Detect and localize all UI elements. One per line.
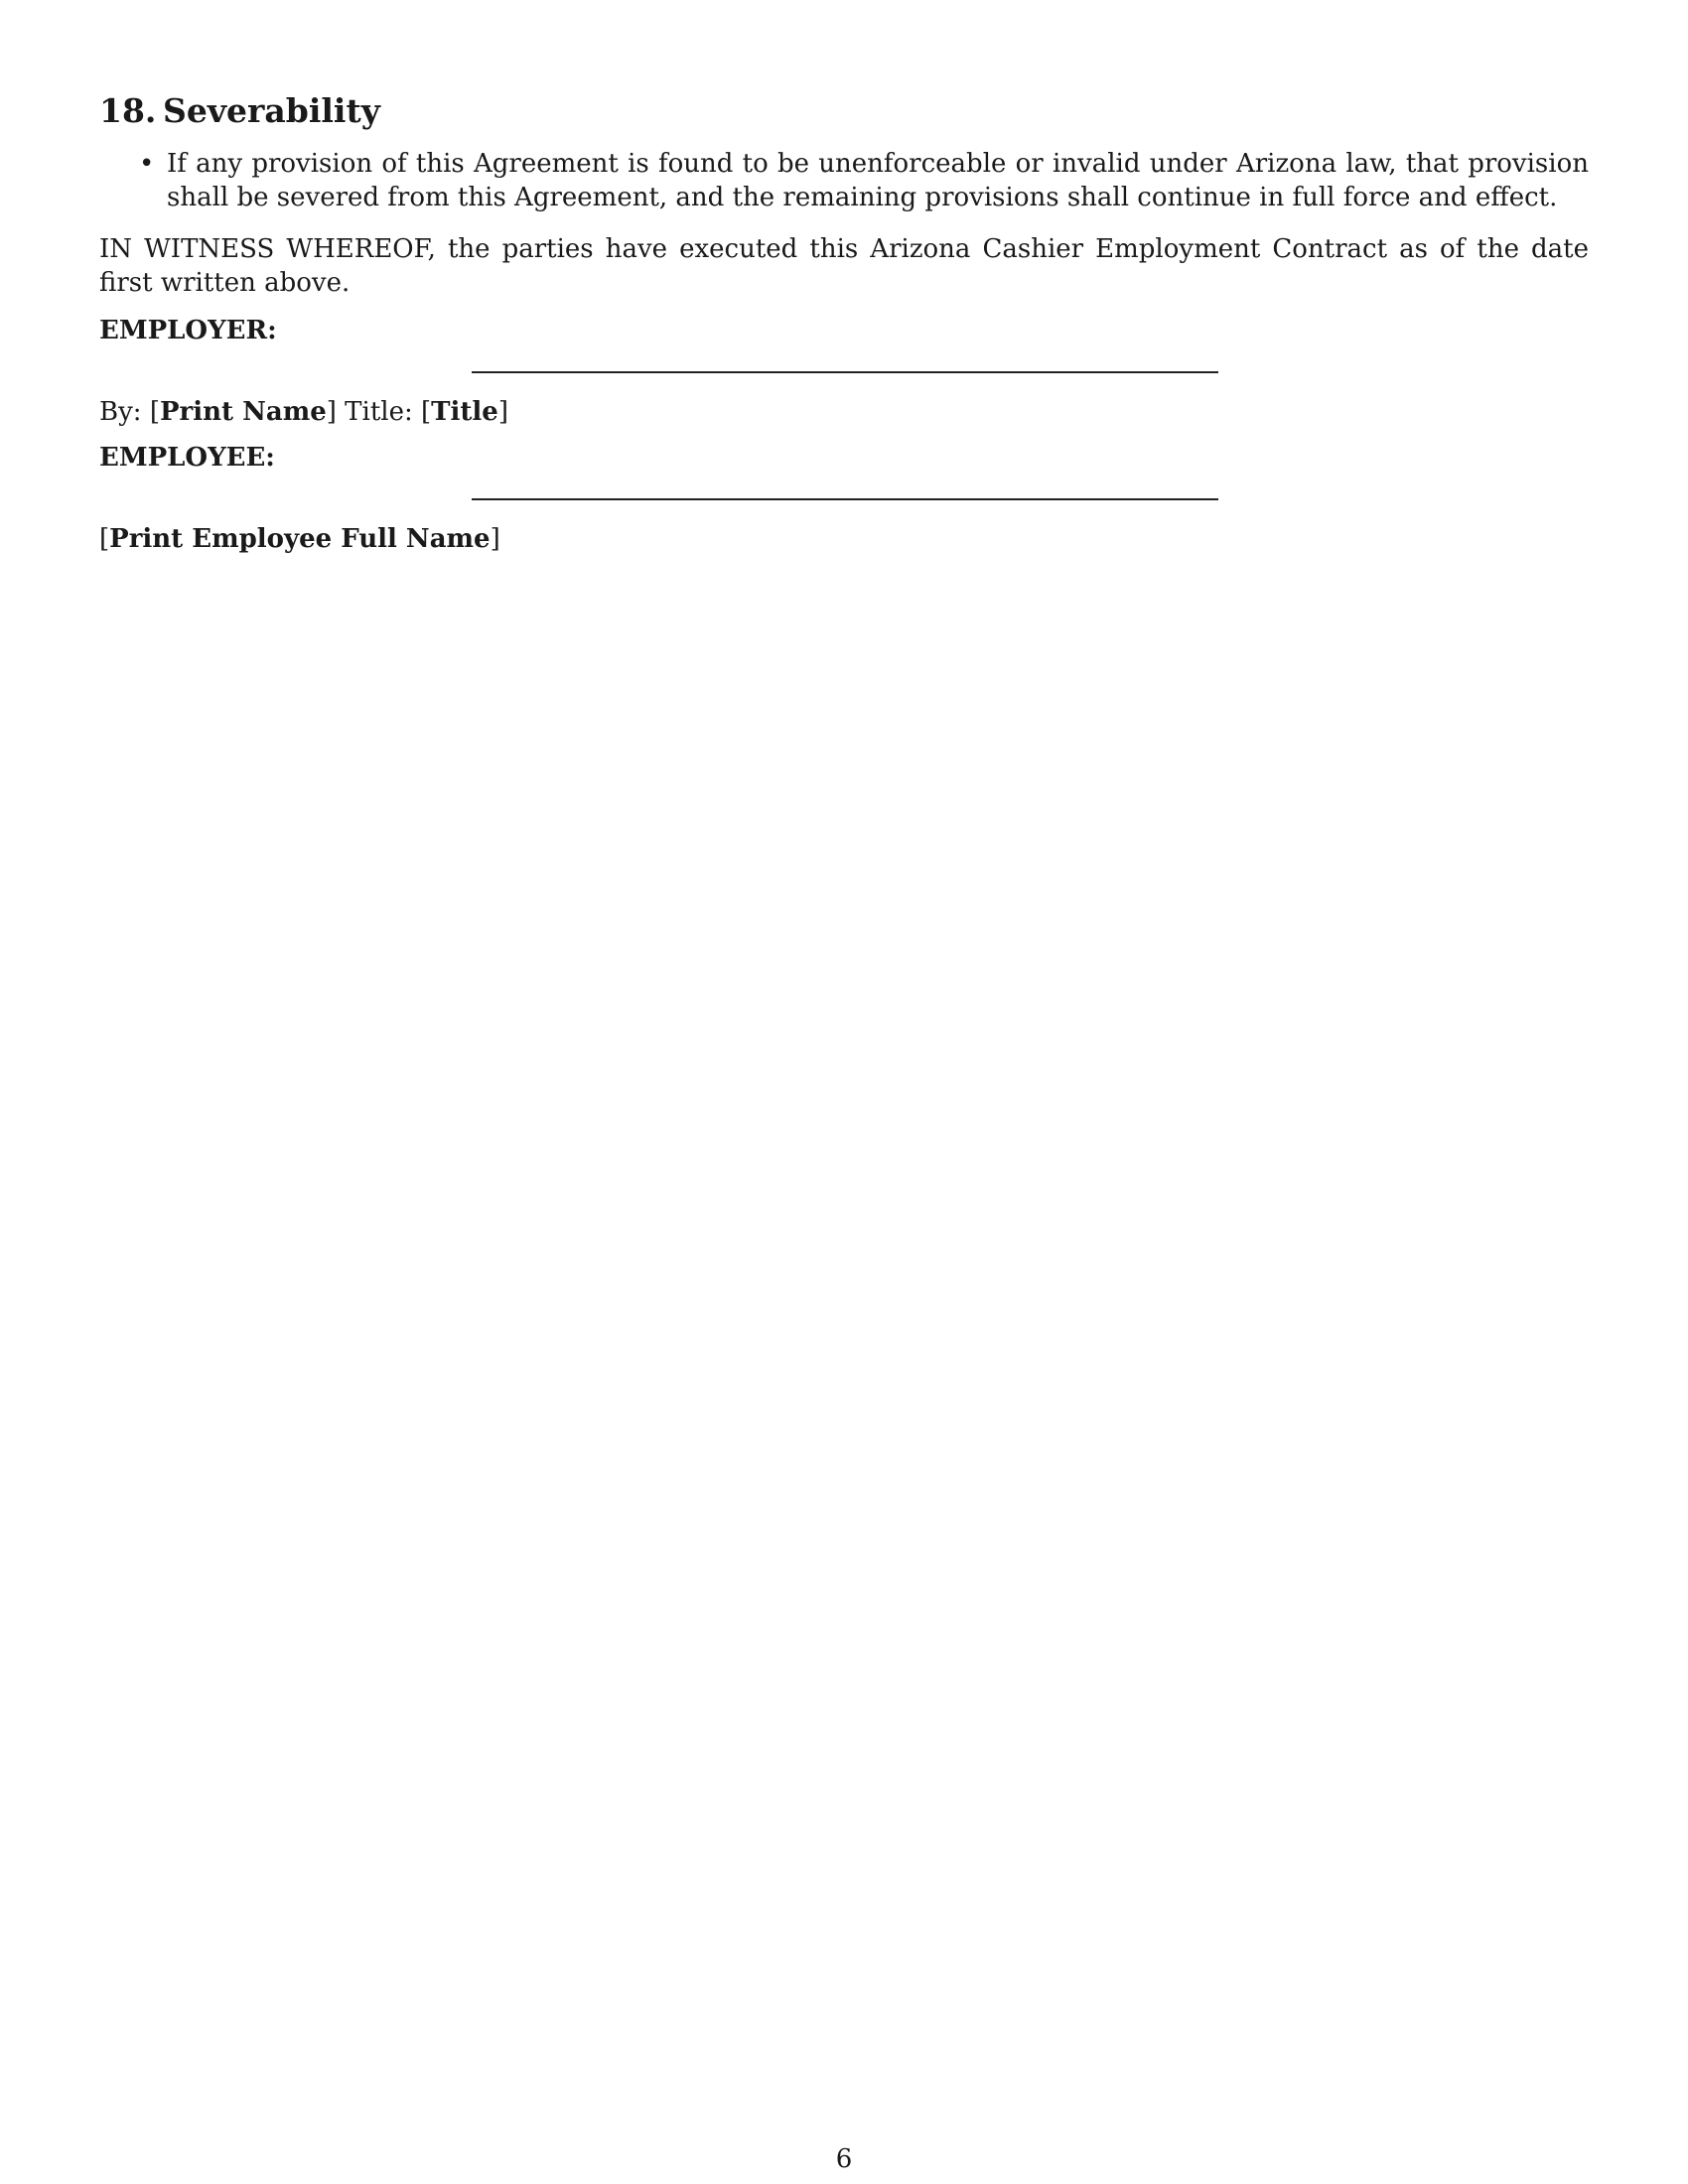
title-prefix: Title: — [345, 397, 413, 427]
employee-signature-line[interactable] — [472, 498, 1218, 500]
section-number: 18. — [99, 91, 157, 130]
page-number: 6 — [835, 2144, 853, 2174]
section-heading — [99, 91, 1589, 131]
list-item — [99, 147, 1589, 214]
employer-name-placeholder: Print Name — [159, 397, 327, 427]
severability-list — [99, 147, 1589, 214]
employee-label: EMPLOYEE: — [99, 443, 275, 473]
document-page — [99, 91, 1589, 568]
section-title: Severability — [163, 91, 380, 130]
employee-name-placeholder: Print Employee Full Name — [109, 524, 491, 554]
bullet-icon: • — [139, 149, 155, 179]
employer-label: EMPLOYER: — [99, 316, 277, 345]
employee-sign-details: [Print Employee Full Name] — [99, 524, 500, 554]
by-prefix: By: — [99, 397, 142, 427]
employer-sign-details: By: [Print Name] Title: [Title] — [99, 397, 508, 427]
employer-title-placeholder: Title — [431, 397, 498, 427]
witness-paragraph: IN WITNESS WHEREOF, the parties have executed this Arizona Cashier Employment Contract as of the date first written above. — [99, 234, 1589, 298]
employer-signature-line[interactable] — [472, 371, 1218, 373]
severability-text: If any provision of this Agreement is found to be unenforceable or invalid under Arizona law, that provision shall be severed from this Agreement, and the remaining provisions shall continue in full force and effect. — [167, 149, 1589, 212]
